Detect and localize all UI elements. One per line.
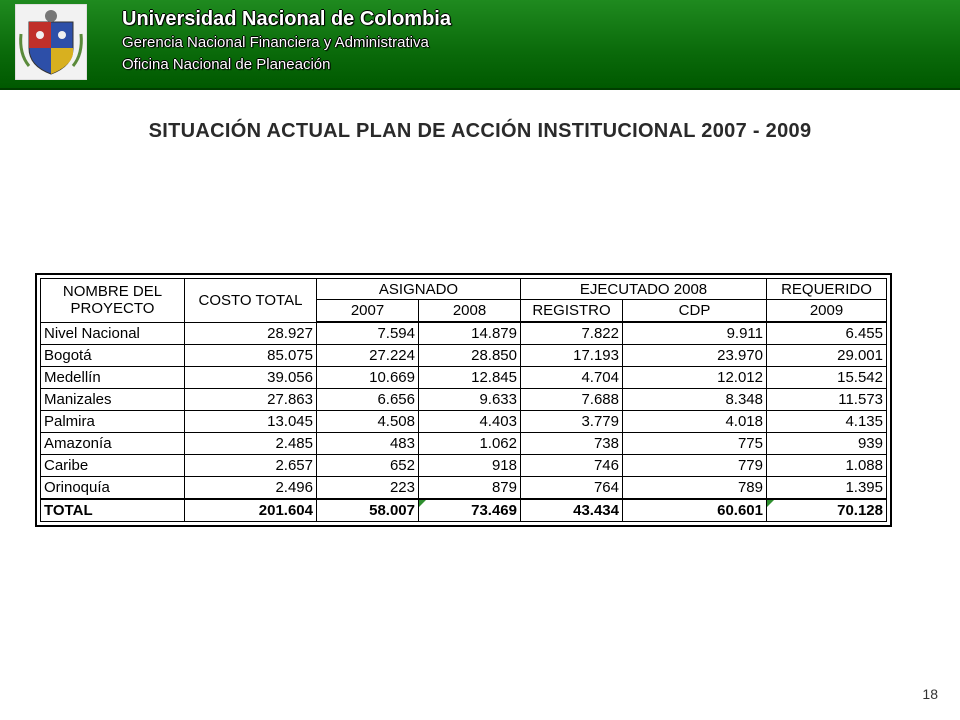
header-executed: EJECUTADO 2008 <box>521 279 767 300</box>
cell-cdp: 775 <box>623 433 767 455</box>
total-2008: 73.469 <box>419 499 521 522</box>
cell-total: 27.863 <box>185 389 317 411</box>
table-row <box>41 477 887 500</box>
cell-r2009: 1.395 <box>767 477 887 500</box>
cell-a2007: 10.669 <box>317 367 419 389</box>
cell-total: 28.927 <box>185 322 317 345</box>
header-total-cost: COSTO TOTAL <box>185 279 317 323</box>
cell-a2008: 28.850 <box>419 345 521 367</box>
cell-a2007: 652 <box>317 455 419 477</box>
cell-a2008: 1.062 <box>419 433 521 455</box>
table-row <box>41 411 887 433</box>
table-body <box>41 322 887 499</box>
cell-cdp: 779 <box>623 455 767 477</box>
table-row <box>41 389 887 411</box>
cell-a2007: 4.508 <box>317 411 419 433</box>
cell-name: Bogotá <box>41 345 185 367</box>
total-label: TOTAL <box>41 499 185 522</box>
budget-table <box>40 278 887 522</box>
table-row <box>41 367 887 389</box>
total-cost: 201.604 <box>185 499 317 522</box>
cell-registro: 738 <box>521 433 623 455</box>
budget-table-frame <box>35 273 892 527</box>
cell-registro: 746 <box>521 455 623 477</box>
cell-cdp: 9.911 <box>623 322 767 345</box>
cell-a2007: 6.656 <box>317 389 419 411</box>
cell-cdp: 789 <box>623 477 767 500</box>
cell-registro: 7.688 <box>521 389 623 411</box>
office-name: Oficina Nacional de Planeación <box>122 56 331 73</box>
cell-name: Palmira <box>41 411 185 433</box>
header-assigned: ASIGNADO <box>317 279 521 300</box>
cell-name: Orinoquía <box>41 477 185 500</box>
cell-a2008: 918 <box>419 455 521 477</box>
cell-a2007: 223 <box>317 477 419 500</box>
table-row <box>41 345 887 367</box>
cell-a2008: 14.879 <box>419 322 521 345</box>
cell-a2007: 483 <box>317 433 419 455</box>
page-title: SITUACIÓN ACTUAL PLAN DE ACCIÓN INSTITUCIONAL 2007 - 2009 <box>148 120 812 142</box>
cell-a2008: 4.403 <box>419 411 521 433</box>
cell-r2009: 4.135 <box>767 411 887 433</box>
cell-registro: 17.193 <box>521 345 623 367</box>
header-2008: 2008 <box>419 300 521 323</box>
cell-r2009: 939 <box>767 433 887 455</box>
cell-a2008: 879 <box>419 477 521 500</box>
header-required: REQUERIDO <box>767 279 887 300</box>
cell-name: Caribe <box>41 455 185 477</box>
header-2009: 2009 <box>767 300 887 323</box>
cell-registro: 4.704 <box>521 367 623 389</box>
cell-r2009: 15.542 <box>767 367 887 389</box>
page-number: 18 <box>922 686 938 702</box>
table-row <box>41 455 887 477</box>
cell-total: 2.485 <box>185 433 317 455</box>
cell-r2009: 1.088 <box>767 455 887 477</box>
cell-name: Amazonía <box>41 433 185 455</box>
cell-name: Medellín <box>41 367 185 389</box>
university-crest-icon <box>15 4 87 80</box>
cell-cdp: 12.012 <box>623 367 767 389</box>
header-2007: 2007 <box>317 300 419 323</box>
cell-r2009: 6.455 <box>767 322 887 345</box>
cell-name: Nivel Nacional <box>41 322 185 345</box>
total-2007: 58.007 <box>317 499 419 522</box>
cell-a2007: 7.594 <box>317 322 419 345</box>
cell-total: 2.657 <box>185 455 317 477</box>
cell-cdp: 4.018 <box>623 411 767 433</box>
cell-registro: 7.822 <box>521 322 623 345</box>
total-row <box>41 499 887 522</box>
cell-total: 85.075 <box>185 345 317 367</box>
cell-name: Manizales <box>41 389 185 411</box>
total-2009: 70.128 <box>767 499 887 522</box>
department-name: Gerencia Nacional Financiera y Administrativa <box>122 34 429 51</box>
cell-registro: 764 <box>521 477 623 500</box>
total-cdp: 60.601 <box>623 499 767 522</box>
cell-registro: 3.779 <box>521 411 623 433</box>
cell-a2008: 12.845 <box>419 367 521 389</box>
cell-a2007: 27.224 <box>317 345 419 367</box>
table-row <box>41 322 887 345</box>
cell-r2009: 11.573 <box>767 389 887 411</box>
university-name: Universidad Nacional de Colombia <box>122 8 451 30</box>
total-registro: 43.434 <box>521 499 623 522</box>
cell-cdp: 23.970 <box>623 345 767 367</box>
header-banner <box>0 0 960 90</box>
header-project-name: NOMBRE DEL PROYECTO <box>41 279 185 323</box>
table-row <box>41 433 887 455</box>
cell-a2008: 9.633 <box>419 389 521 411</box>
cell-total: 2.496 <box>185 477 317 500</box>
cell-r2009: 29.001 <box>767 345 887 367</box>
cell-total: 13.045 <box>185 411 317 433</box>
cell-cdp: 8.348 <box>623 389 767 411</box>
header-cdp: CDP <box>623 300 767 323</box>
header-registro: REGISTRO <box>521 300 623 323</box>
cell-total: 39.056 <box>185 367 317 389</box>
